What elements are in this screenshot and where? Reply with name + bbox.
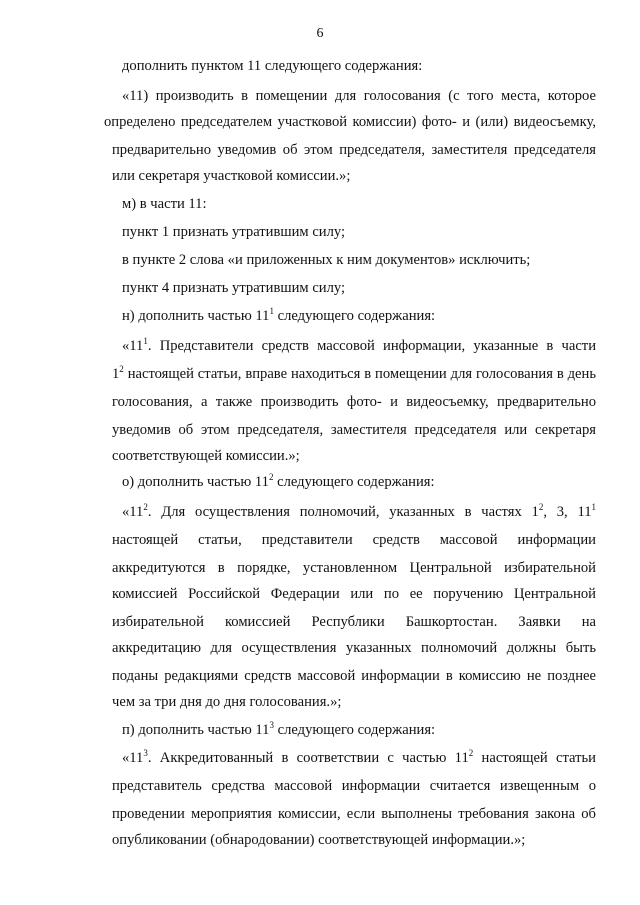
paragraph-line: поданы редакциями средств массовой информации в комиссию не позднее [112, 668, 596, 684]
paragraph-line: п) дополнить частью $11^3$ следующего содержания: [122, 720, 436, 738]
paragraph-line: в пункте 2 слова «и приложенных к ним документов» исключить; [122, 252, 531, 268]
paragraph-line: «$11^1$. Представители средств массовой информации, указанные в части [122, 336, 596, 354]
paragraph-line: определено председателем участковой комиссии) фото- и (или) видеосъемку, [104, 114, 596, 130]
paragraph-line: комиссией Российской Федерации или по ее поручению Центральной [112, 586, 596, 602]
paragraph-line: о) дополнить частью $11^2$ следующего содержания: [122, 472, 435, 490]
paragraph-line: настоящей статьи, представители средств массовой информации [112, 532, 596, 548]
paragraph-line: проведении мероприятия комиссии, если выполнены требования закона об [112, 806, 596, 822]
paragraph-line: $1^2$ настоящей статьи, вправе находиться в помещении для голосования в день [112, 364, 596, 382]
paragraph-line: «$11^2$. Для осуществления полномочий, указанных в частях $1^2$, 3, $11^1$ [122, 502, 596, 520]
paragraph-line: представитель средства массовой информации считается извещенным о [112, 778, 596, 794]
paragraph-line: или секретаря участковой комиссии.»; [112, 168, 351, 184]
paragraph-line: голосования, а также производить фото- и видеосъемку, предварительно [112, 394, 596, 410]
paragraph-line: соответствующей комиссии.»; [112, 448, 300, 464]
paragraph-line: чем за три дня до дня голосования.»; [112, 694, 342, 710]
paragraph-line: предварительно уведомив об этом председателя, заместителя председателя [112, 142, 596, 158]
paragraph-line: м) в части 11: [122, 196, 207, 212]
paragraph-line: «11) производить в помещении для голосования (с того места, которое [122, 88, 596, 104]
paragraph-line: дополнить пунктом 11 следующего содержания: [122, 58, 423, 74]
paragraph-line: пункт 1 признать утратившим силу; [122, 224, 346, 240]
page-number: 6 [316, 26, 324, 41]
paragraph-line: избирательной комиссией Республики Башкортостан. Заявки на [112, 614, 596, 630]
paragraph-line: «$11^3$. Аккредитованный в соответствии с частью $11^2$ настоящей статьи [122, 748, 596, 766]
paragraph-line: уведомив об этом председателя, заместителя председателя или секретаря [112, 422, 596, 438]
paragraph-line: аккредитуются в порядке, установленном Центральной избирательной [112, 560, 596, 576]
paragraph-line: н) дополнить частью $11^1$ следующего содержания: [122, 306, 436, 324]
paragraph-line: пункт 4 признать утратившим силу; [122, 280, 346, 296]
paragraph-line: опубликовании (обнародовании) соответствующей информации.»; [112, 832, 526, 848]
paragraph-line: аккредитацию для осуществления указанных полномочий должны быть [112, 640, 596, 656]
